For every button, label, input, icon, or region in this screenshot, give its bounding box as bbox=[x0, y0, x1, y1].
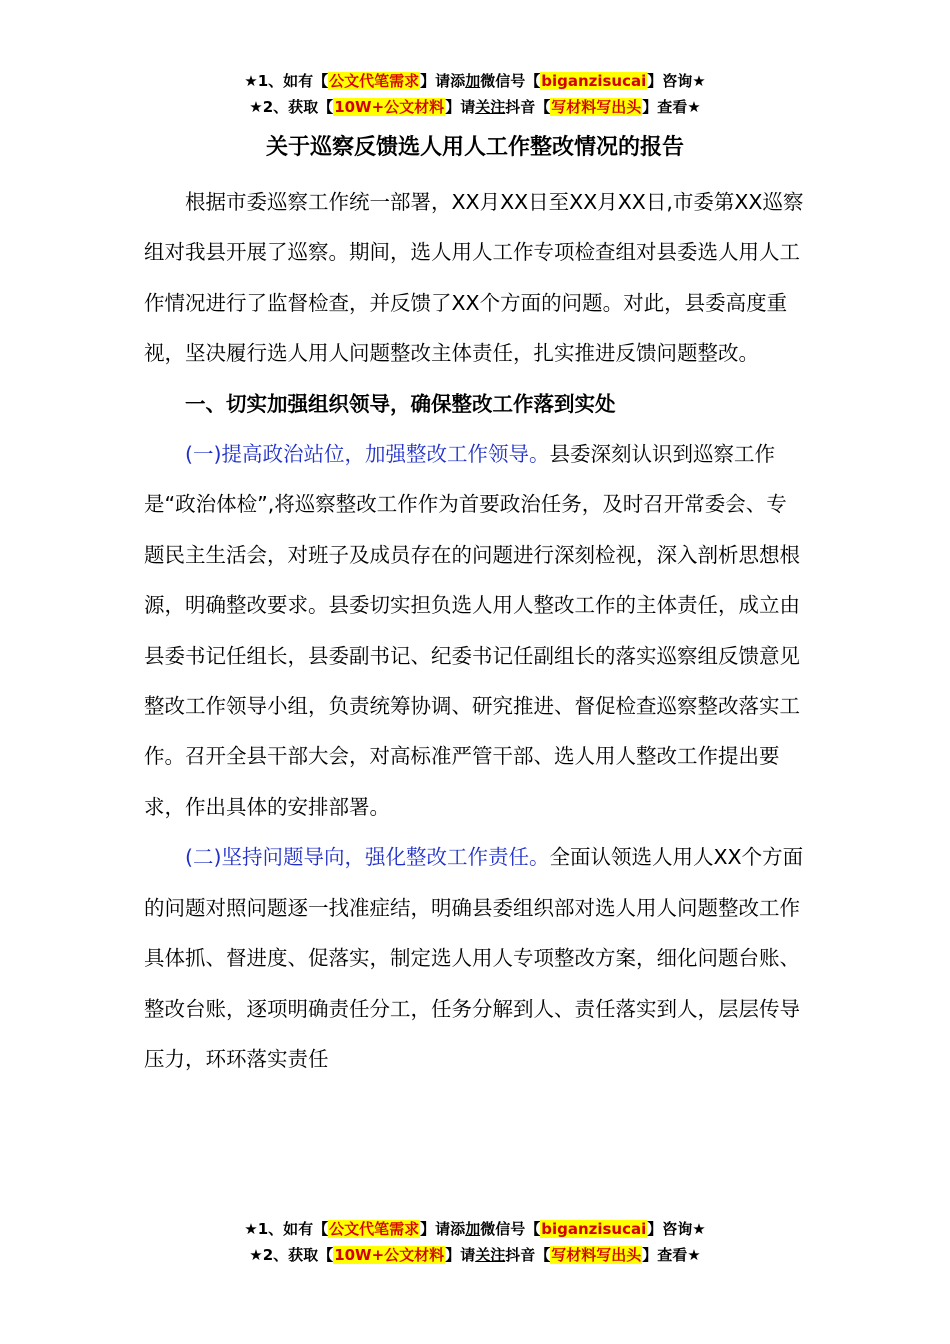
subsection-1-body: 县委深刻认识到巡察工作是“政治体检”,将巡察整改工作作为首要政治任务，及时召开常委会、专题民主生活会，对班子及成员存在的问题进行深刻检视，深入剖析思想根源，明确整改要求。县委切实担负选人用人整改工作的主体责任，成立由县委书记任组长，县委副书记、纪委书记任副组长的落实巡察组反馈意见整改工作领导小组，负责统筹协调、研究推进、督促检查巡察整改落实工作。召开全县干部大会，对高标准严管干部、选人用人整改工作提出要求，作出具体的安排部署。 bbox=[144, 442, 800, 819]
document-body bbox=[144, 177, 806, 1084]
highlight-douyin: 写材料写出头 bbox=[551, 1246, 642, 1264]
promo-line-1: ★1、如有【公文代笔需求】请添加微信号【biganzisucai】咨询★ bbox=[244, 1220, 706, 1238]
promo-line-1: ★1、如有【公文代笔需求】请添加微信号【biganzisucai】咨询★ bbox=[244, 72, 706, 90]
highlight-douyin: 写材料写出头 bbox=[551, 98, 642, 116]
subsection-1-paragraph bbox=[144, 429, 806, 832]
subsection-1-title: (一)提高政治站位，加强整改工作领导。 bbox=[185, 442, 550, 467]
highlight-materials: 10W+公文材料 bbox=[334, 1246, 445, 1264]
highlight-wechat-id: biganzisucai bbox=[541, 1220, 647, 1238]
promo-banner-top bbox=[0, 68, 950, 120]
promo-line-2: ★2、获取【10W+公文材料】请关注抖音【写材料写出头】查看★ bbox=[249, 1246, 701, 1264]
subsection-2-paragraph bbox=[144, 832, 806, 1084]
promo-banner-bottom bbox=[0, 1216, 950, 1268]
subsection-2-title: (二)坚持问题导向，强化整改工作责任。 bbox=[185, 845, 550, 870]
section-1-heading: 一、切实加强组织领导，确保整改工作落到实处 bbox=[185, 391, 616, 416]
highlight-ghostwriting: 公文代笔需求 bbox=[329, 72, 420, 90]
document-title: 关于巡察反馈选人用人工作整改情况的报告 bbox=[265, 135, 684, 160]
highlight-materials: 10W+公文材料 bbox=[334, 98, 445, 116]
highlight-wechat-id: biganzisucai bbox=[541, 72, 647, 90]
subsection-2-body: 全面认领选人用人XX个方面的问题对照问题逐一找准症结，明确县委组织部对选人用人问题整改工作具体抓、督进度、促落实，制定选人用人专项整改方案，细化问题台账、整改台账，逐项明确责任分工，任务分解到人、责任落实到人，层层传导压力，环环落实责任 bbox=[144, 845, 804, 1071]
highlight-ghostwriting: 公文代笔需求 bbox=[329, 1220, 420, 1238]
promo-line-2: ★2、获取【10W+公文材料】请关注抖音【写材料写出头】查看★ bbox=[249, 98, 701, 116]
intro-paragraph: 根据市委巡察工作统一部署，XX月XX日至XX月XX日,市委第XX巡察组对我县开展了巡察。期间，选人用人工作专项检查组对县委选人用人工作情况进行了监督检查，并反馈了XX个方面的问题。对此，县委高度重视，坚决履行选人用人问题整改主体责任，扎实推进反馈问题整改。 bbox=[144, 190, 804, 366]
